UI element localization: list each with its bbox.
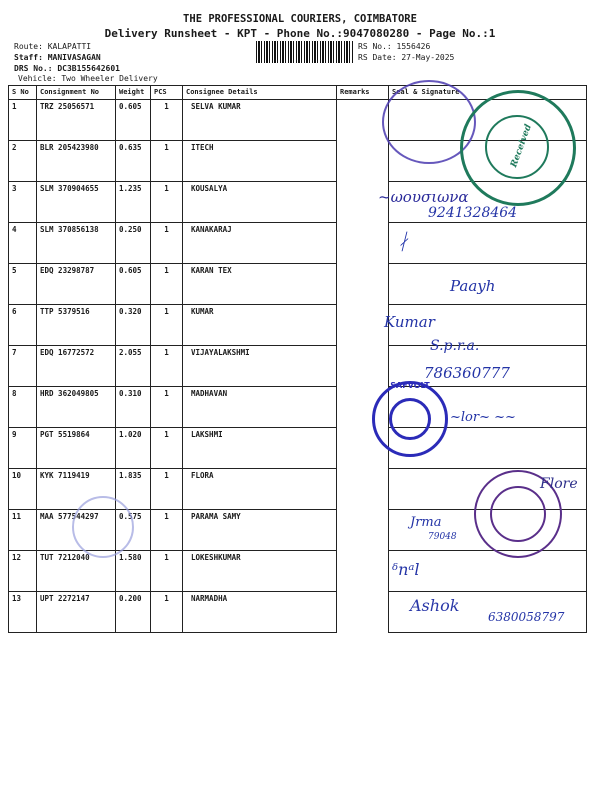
row-consignment: TTP 5379516 [37,305,116,346]
handwritten-phone-row-7: 786360777 [424,364,510,382]
row-consignment: HRD 362049805 [37,387,116,428]
signature-row-11: Jrma [410,515,442,530]
row-consignment: BLR 205423980 [37,141,116,182]
handwritten-phone-row-3: 9241328464 [428,205,518,221]
col-consignee: Consignee Details [183,86,337,100]
row-weight: 0.575 [116,510,151,551]
row-sno: 1 [9,100,37,141]
row-consignee: VIJAYALAKSHMI [183,346,337,387]
row-consignee: KUMAR [183,305,337,346]
row-consignment: UPT 2272147 [37,592,116,633]
safvolt-seal-inner-ring [389,398,431,440]
row-pcs: 1 [151,592,183,633]
row-remarks [337,223,389,264]
signature-row-4: ᛅ [396,230,410,255]
row-consignee: NARMADHA [183,592,337,633]
row-weight: 1.235 [116,182,151,223]
row-consignee: KANAKARAJ [183,223,337,264]
row-remarks [337,305,389,346]
global-seal-inner-ring [490,486,546,542]
received-stamp-text: Received [509,123,534,169]
row-sno: 7 [9,346,37,387]
row-weight: 0.605 [116,100,151,141]
row-consignee: FLORA [183,469,337,510]
row-remarks [337,592,389,633]
row-sno: 8 [9,387,37,428]
row-consignee: KOUSALYA [183,182,337,223]
row-weight: 2.055 [116,346,151,387]
itech-seal-stamp [460,90,576,206]
vehicle-line: Vehicle: Two Wheeler Delivery [18,74,158,83]
row-weight: 1.020 [116,428,151,469]
row-consignee: KARAN TEX [183,264,337,305]
route-line: Route: KALAPATTI [14,42,92,51]
signature-row-5: Paayh [450,277,496,295]
row-pcs: 1 [151,223,183,264]
col-remarks: Remarks [337,86,389,100]
company-name: THE PROFESSIONAL COURIERS, COIMBATORE [183,13,417,25]
row-weight: 0.605 [116,264,151,305]
row-pcs: 1 [151,141,183,182]
signature-row-13: Ashok [410,596,460,615]
row-remarks [337,100,389,141]
row-weight: 1.580 [116,551,151,592]
row-pcs: 1 [151,387,183,428]
table-row [9,264,587,305]
rs-no-line: RS No.: 1556426 [358,42,431,51]
runsheet-title: Delivery Runsheet - KPT - Phone No.:9047080280 - Page No.:1 [104,27,496,40]
row-consignment: EDQ 16772572 [37,346,116,387]
row-consignee: ITECH [183,141,337,182]
staff-line: Staff: MANIVASAGAN [14,53,101,62]
handwritten-code-row-11: 79048 [428,532,457,542]
faint-seal-stamp [72,496,134,558]
row-pcs: 1 [151,510,183,551]
row-weight: 0.250 [116,223,151,264]
handwritten-name-row-6: Kumar [384,313,435,331]
row-consignee: LOKESHKUMAR [183,551,337,592]
row-remarks [337,551,389,592]
row-consignee: MADHAVAN [183,387,337,428]
safvolt-stamp-text: SAFVOLT [390,381,430,390]
row-remarks [337,510,389,551]
col-sno: S No [9,86,37,100]
row-consignment: EDQ 23298787 [37,264,116,305]
row-weight: 0.200 [116,592,151,633]
rs-date-line: RS Date: 27-May-2025 [358,53,455,62]
row-remarks [337,141,389,182]
row-sno: 4 [9,223,37,264]
row-consignment: TUT 7212040 [37,551,116,592]
drs-line: DRS No.: DC3B155642601 [14,64,120,73]
row-signature [389,223,587,264]
col-pcs: PCS [151,86,183,100]
row-pcs: 1 [151,264,183,305]
row-consignment: KYK 7119419 [37,469,116,510]
row-consignment: SLM 370856138 [37,223,116,264]
row-remarks [337,264,389,305]
row-sno: 6 [9,305,37,346]
row-weight: 1.835 [116,469,151,510]
col-consignment: Consignment No [37,86,116,100]
row-pcs: 1 [151,305,183,346]
signature-row-12: ᵟnᵃl [392,560,420,579]
row-sno: 5 [9,264,37,305]
row-consignee: SELVA KUMAR [183,100,337,141]
row-weight: 0.310 [116,387,151,428]
row-sno: 3 [9,182,37,223]
drs-value: DC3B155642601 [57,64,120,73]
row-pcs: 1 [151,346,183,387]
row-pcs: 1 [151,182,183,223]
handwritten-phone-row-13: 6380058797 [488,610,565,624]
table-row [9,223,587,264]
row-sno: 13 [9,592,37,633]
row-consignment: TRZ 25056571 [37,100,116,141]
table-row [9,428,587,469]
row-consignment: SLM 370904655 [37,182,116,223]
rs-no-value: 1556426 [396,42,431,51]
rs-date-value: 27-May-2025 [401,53,455,62]
row-pcs: 1 [151,428,183,469]
barcode [256,41,354,63]
signature-row-10: Flore [540,476,578,492]
row-weight: 0.320 [116,305,151,346]
safvolt-seal-stamp [372,381,448,457]
row-sno: 10 [9,469,37,510]
row-weight: 0.635 [116,141,151,182]
signature-row-3: ~ωουσιωνα [378,188,469,206]
row-pcs: 1 [151,469,183,510]
row-consignee: PARAMA SAMY [183,510,337,551]
col-signature: Seal & Signature [389,86,587,100]
route-value: KALAPATTI [47,42,92,51]
col-weight: Weight [116,86,151,100]
table-row [9,305,587,346]
row-sno: 2 [9,141,37,182]
row-sno: 9 [9,428,37,469]
row-sno: 12 [9,551,37,592]
signature-row-7: S.p.r.a. [430,338,480,354]
signature-row-9: ~lor~ ~~ [450,410,516,425]
row-pcs: 1 [151,551,183,592]
staff-value: MANIVASAGAN [47,53,101,62]
row-remarks [337,469,389,510]
row-consignee: LAKSHMI [183,428,337,469]
row-consignment: PGT 5519864 [37,428,116,469]
row-consignment: MAA 577544297 [37,510,116,551]
row-sno: 11 [9,510,37,551]
row-pcs: 1 [151,100,183,141]
